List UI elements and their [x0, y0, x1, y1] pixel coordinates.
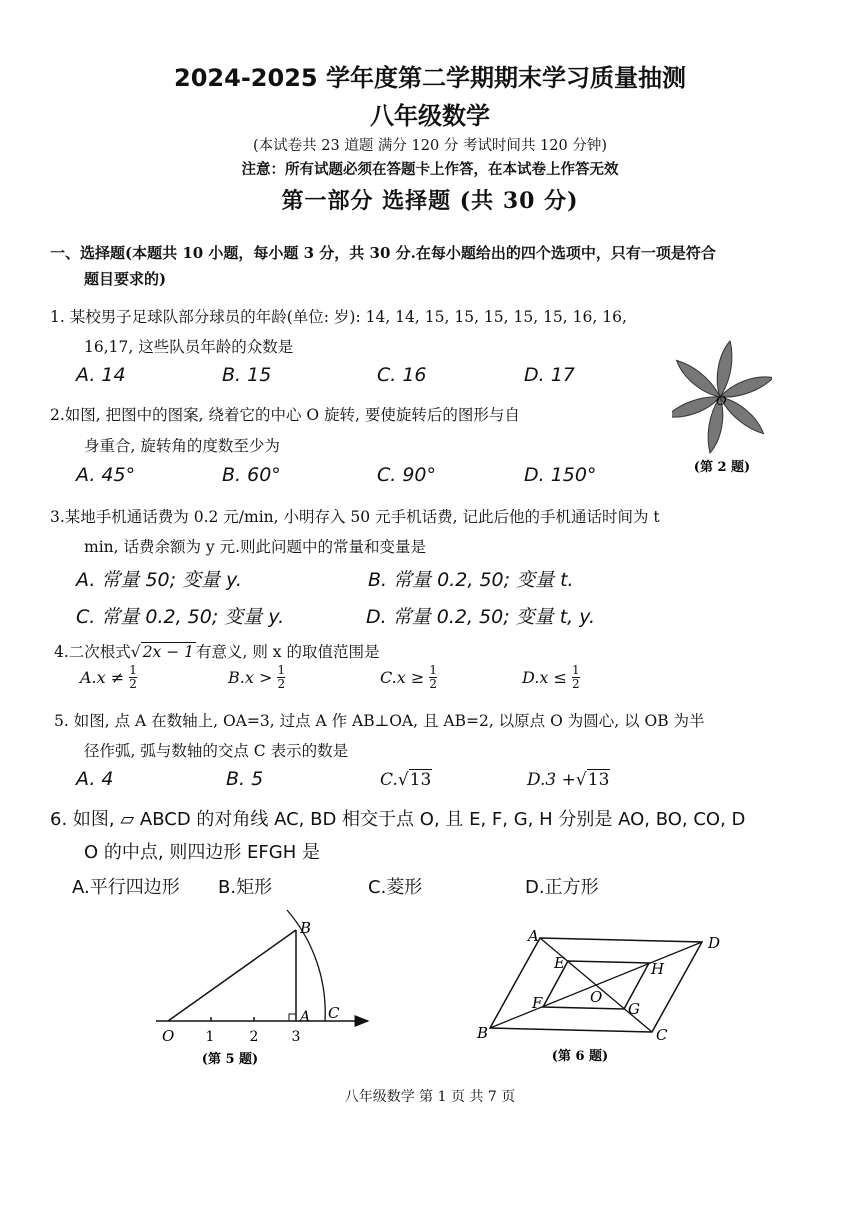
tick-label-2: 2: [249, 1029, 259, 1045]
section-instruction-cont: 题目要求的): [84, 270, 167, 288]
q5-text-cont: 径作弧, 弧与数轴的交点 C 表示的数是: [84, 742, 349, 760]
page-footer: 八年级数学 第 1 页 共 7 页: [344, 1089, 516, 1105]
part-heading: 第一部分 选择题 (共 30 分): [281, 188, 579, 214]
q4-option-d-label: D.x ≤: [522, 668, 567, 687]
point-label-c: C: [328, 1004, 340, 1022]
fraction-denominator: 2: [429, 677, 438, 691]
point-label-a: A: [528, 927, 539, 945]
segment-ob: [168, 930, 296, 1021]
q2-figure-label: (第 2 题): [693, 460, 751, 475]
fraction-numerator: 1: [571, 663, 580, 677]
q6-option-b: B.矩形: [218, 877, 273, 898]
q3-text-cont: min, 话费余额为 y 元.则此问题中的常量和变量是: [84, 538, 427, 556]
q1-option-b: B. 15: [222, 364, 272, 386]
point-label-b: B: [477, 1024, 489, 1042]
q5-option-b: B. 5: [226, 768, 264, 790]
q3-option-c: C. 常量 0.2, 50; 变量 y.: [76, 606, 285, 628]
q2-option-d: D. 150°: [524, 464, 597, 486]
q4-option-b: [228, 664, 285, 691]
q6-option-c: C.菱形: [368, 877, 423, 898]
q5-option-d-radicand: 13: [587, 770, 610, 790]
q5-option-c-radicand: 13: [409, 770, 432, 790]
point-label-h: H: [651, 960, 665, 978]
q4-prefix: 4.二次根式: [54, 643, 131, 661]
exam-subject: 八年级数学: [370, 102, 490, 130]
q6-option-d: D.正方形: [525, 877, 599, 898]
q4-option-c-label: C.x ≥: [380, 668, 425, 687]
q6-figure-label: (第 6 题): [551, 1049, 609, 1064]
q2-text-cont: 身重合, 旋转角的度数至少为: [84, 437, 280, 455]
q1-text-cont: 16,17, 这些队员年龄的众数是: [84, 338, 294, 356]
q4-suffix: 有意义, 则 x 的取值范围是: [196, 643, 380, 661]
right-angle-mark: [289, 1014, 296, 1021]
q3-text: 3.某地手机通话费为 0.2 元/min, 小明存入 50 元手机话费, 记此后他的手机通话时间为 t: [50, 508, 660, 526]
point-label-d: D: [708, 934, 721, 952]
fraction-numerator: 1: [277, 663, 286, 677]
fraction-denominator: 2: [571, 677, 580, 691]
point-label-o: O: [162, 1027, 175, 1045]
q6-option-a: A.平行四边形: [72, 877, 180, 898]
q4-option-a-fraction: [129, 664, 137, 691]
q5-option-d-label: D.3 +: [527, 770, 576, 790]
point-label-c: C: [656, 1026, 668, 1044]
q2-figure: [672, 335, 772, 480]
q3-option-b: B. 常量 0.2, 50; 变量 t.: [368, 569, 574, 591]
point-label-o: O: [590, 988, 603, 1006]
q1-text: 1. 某校男子足球队部分球员的年龄(单位: 岁): 14, 14, 15, 15, 15, 15, 15, 16, 16,: [50, 308, 627, 326]
tick-label-1: 1: [205, 1029, 215, 1045]
q3-option-a: A. 常量 50; 变量 y.: [76, 569, 242, 591]
q5-option-c: C.√13: [380, 770, 432, 790]
fraction-denominator: 2: [129, 677, 137, 691]
q4-option-d-fraction: [572, 664, 580, 691]
fraction-numerator: 1: [429, 663, 438, 677]
q2-option-a: A. 45°: [76, 464, 136, 486]
q2-option-c: C. 90°: [377, 464, 437, 486]
q5-option-d: D.3 +√13: [527, 770, 610, 790]
point-label-a: A: [300, 1009, 311, 1025]
q4-option-a: [80, 664, 137, 691]
q5-figure-label: (第 5 题): [201, 1052, 259, 1067]
q4-option-c-fraction: [429, 664, 437, 691]
section-instruction: 一、选择题(本题共 10 小题，每小题 3 分，共 30 分.在每小题给出的四个选项中，只有一项是符合: [50, 244, 716, 262]
diagonal-bd: [490, 942, 702, 1028]
q2-text: 2.如图, 把图中的图案, 绕着它的中心 O 旋转, 要使旋转后的图形与自: [50, 406, 520, 424]
exam-notice: 注意：所有试题必须在答题卡上作答，在本试卷上作答无效: [241, 161, 619, 178]
q4-radicand: 2x − 1: [142, 643, 194, 661]
q6-figure: [470, 922, 730, 1072]
tick-label-3: 3: [291, 1029, 301, 1045]
point-label-e: E: [554, 954, 565, 972]
q3-option-d: D. 常量 0.2, 50; 变量 t, y.: [366, 606, 596, 628]
q5-figure: [150, 905, 375, 1070]
exam-info: (本试卷共 23 道题 满分 120 分 考试时间共 120 分钟): [253, 138, 607, 154]
q4-option-a-label: A.x ≠: [80, 668, 125, 687]
q2-option-b: B. 60°: [222, 464, 281, 486]
q4-option-b-label: B.x >: [228, 668, 273, 687]
q4-option-c: [380, 664, 437, 691]
point-label-b: B: [300, 919, 312, 937]
q5-text: 5. 如图, 点 A 在数轴上, OA=3, 过点 A 作 AB⊥OA, 且 AB=2, 以原点 O 为圆心, 以 OB 为半: [54, 712, 705, 730]
fraction-denominator: 2: [277, 677, 286, 691]
q4-option-b-fraction: [277, 664, 285, 691]
q5-option-a: A. 4: [76, 768, 114, 790]
q5-option-c-label: C.: [380, 770, 398, 790]
q1-option-c: C. 16: [377, 364, 427, 386]
point-label-f: F: [532, 994, 543, 1012]
q6-text-cont: O 的中点, 则四边形 EFGH 是: [84, 842, 320, 863]
point-label-g: G: [628, 1000, 640, 1018]
q4-option-d: [522, 664, 580, 691]
q1-option-d: D. 17: [524, 364, 575, 386]
q2-center-label: O: [716, 394, 727, 409]
q1-option-a: A. 14: [76, 364, 126, 386]
q4-text: [54, 640, 379, 662]
q4-radical: √ 2x − 1: [130, 643, 194, 661]
q6-text: 6. 如图, ▱ ABCD 的对角线 AC, BD 相交于点 O, 且 E, F, G, H 分别是 AO, BO, CO, D: [50, 809, 746, 830]
fraction-numerator: 1: [129, 663, 137, 677]
exam-title: 2024-2025 学年度第二学期期末学习质量抽测: [174, 64, 686, 92]
